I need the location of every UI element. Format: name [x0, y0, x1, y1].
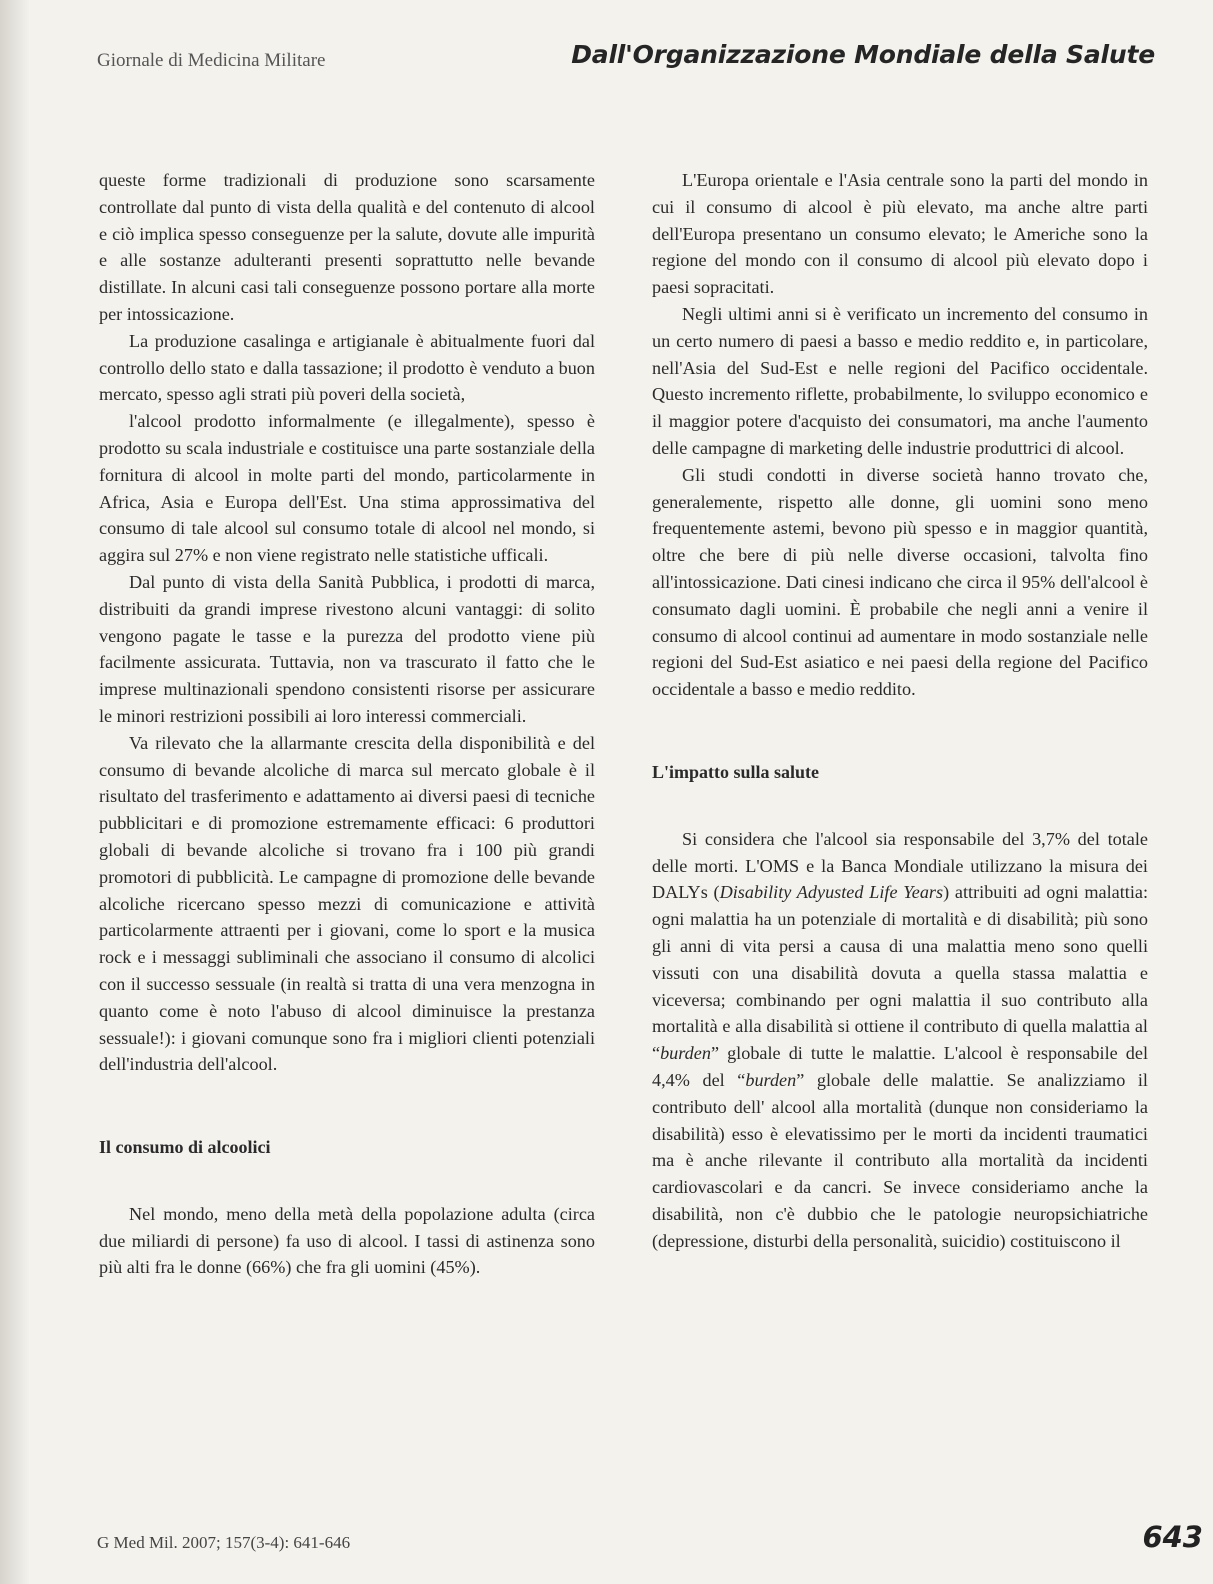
text-run: ” globale delle malattie. Se analizziamo il contributo dell' alcool alla mortalità (dunque non consideriamo la disabilità) esso è elevatissimo per le morti da incidenti traumatici ma è anche rilevante il contributo alla mortalità da incidenti cardiovascolari e da cancri. Se invece consideriamo anche la disabilità, non c'è dubbio che le patologie neuropsichiatriche (depressione, disturbi della personalità, suicidio) costituiscono il	[652, 1069, 1148, 1251]
paragraph: La produzione casalinga e artigianale è abitualmente fuori dal controllo dello stato e dalla tassazione; il prodotto è venduto a buon mercato, spesso agli strati più poveri della società,	[99, 330, 595, 405]
paragraph: l'alcool prodotto informalmente (e illegalmente), spesso è prodotto su scala industriale e costituisce una parte sostanziale della fornitura di alcool in molte parti del mondo, particolarmente in Africa, Asia e Europa dell'Est. Una stima approssimativa del consumo di tale alcool sul consumo totale di alcool nel mondo, si aggira sul 27% e non viene registrato nelle statistiche ufficali.	[99, 411, 595, 566]
text-run: ) attribuiti ad ogni malattia: ogni malattia ha un potenziale di mortalità e di disabilità; più sono gli anni di vita persi a causa di una malattia meno sono quelli vissuti con una disabilità dovuta a quella stassa malattia e viceversa; combinando per ogni malattia il suo contributo alla mortalità e alla disabilità si ottiene il contributo di quella malattia al “	[652, 882, 1149, 1064]
paragraph: L'Europa orientale e l'Asia centrale sono la parti del mondo in cui il consumo di alcool è più elevato, ma anche altre parti dell'Europa presentano un consumo elevato; le Americhe sono la regione del mondo con il consumo di alcool più elevato dopo i paesi sopracitati.	[652, 170, 1148, 298]
italic-term: burden	[660, 1043, 711, 1064]
left-column	[99, 167, 595, 1281]
paragraph: queste forme tradizionali di produzione sono scarsamente controllate dal punto di vista della qualità e del contenuto di alcool e ciò implica spesso conseguenze per la salute, dovute alle impurità e alle sostanze adulteranti presenti soprattutto nelle bevande distillate. In alcuni casi tali conseguenze possono portare alla morte per intossicazione.	[99, 170, 595, 324]
citation: G Med Mil. 2007; 157(3-4): 641-646	[97, 1533, 351, 1552]
italic-term: Disability Adyusted Life Years	[719, 882, 944, 903]
paragraph: Gli studi condotti in diverse società hanno trovato che, generalemente, rispetto alle donne, gli uomini sono meno frequentemente astemi, bevono più spesso e in maggior quantità, oltre che bere di più nelle diverse occasioni, talvolta fino all'intossicazione. Dati cinesi indicano che circa il 95% dell'alcool è consumato dagli uomini. È probabile che negli anni a venire il consumo di alcool continui ad aumentare in modo sostanziale nelle regioni del Sud-Est asiatico e nei paesi della regione del Pacifico occidentale a basso e medio reddito.	[652, 464, 1148, 700]
paragraph: Va rilevato che la allarmante crescita della disponibilità e del consumo di bevande alcoliche di marca sul mercato globale è il risultato del trasferimento e adattamento ai diversi paesi di tecniche pubblicitari e di promozione estremamente efficaci: 6 produttori globali di bevande alcoliche si trovano fra i 100 più grandi promotori di pubblicità. Le campagne di promozione delle bevande alcoliche ricercano spesso mezzi di comunicazione e attività particolarmente attraenti per i giovani, come lo sport e la musica rock e i messaggi subliminali che associano il consumo di alcolici con il successo sessuale (in realtà si tratta di una vera menzogna in quanto come è noto l'abuso di alcool diminuisce la prestanza sessuale!): i giovani comunque sono fra i migliori clienti potenziali dell'industria dell'alcool.	[99, 732, 595, 1075]
paragraph: Negli ultimi anni si è verificato un incremento del consumo in un certo numero di paesi a basso e medio reddito e, in particolare, nell'Asia del Sud-Est e nelle regioni del Pacifico occidentale. Questo incremento riflette, probabilmente, lo sviluppo economico e il maggior potere d'acquisto dei consumatori, ma anche l'aumento delle campagne di marketing delle industrie produttrici di alcool.	[652, 303, 1148, 458]
right-column	[652, 167, 1148, 1254]
paragraph: Dal punto di vista della Sanità Pubblica, i prodotti di marca, distribuiti da grandi imprese rivestono alcuni vantaggi: di solito vengono pagate le tasse e la purezza del prodotto viene più facilmente assicurata. Tuttavia, non va trascurato il fatto che le imprese multinazionali spendono consistenti risorse per assicurare le minori restrizioni possibili ai loro interessi commerciali.	[99, 571, 595, 726]
italic-term: burden	[745, 1069, 797, 1090]
text-run: ” globale di tutte le malattie. L'alcool è responsabile del 4,4% del “	[652, 1043, 1148, 1090]
text-run: Si considera che l'alcool sia responsabile del 3,7% del totale delle morti. L'OMS e la Banca Mondiale utilizzano la misura dei DALYs (	[652, 828, 1148, 903]
page-number: 643	[1142, 1520, 1203, 1554]
binding-shadow	[0, 0, 30, 1584]
section-heading: Il consumo di alcoolici	[99, 1137, 271, 1158]
paragraph	[652, 826, 1148, 1255]
section-heading: L'impatto sulla salute	[652, 761, 820, 782]
section-title: Dall'Organizzazione Mondiale della Salute	[571, 40, 1155, 69]
journal-name: Giornale di Medicina Militare	[97, 50, 326, 71]
paragraph: Nel mondo, meno della metà della popolazione adulta (circa due miliardi di persone) fa uso di alcool. I tassi di astinenza sono più alti fra le donne (66%) che fra gli uomini (45%).	[99, 1203, 595, 1278]
